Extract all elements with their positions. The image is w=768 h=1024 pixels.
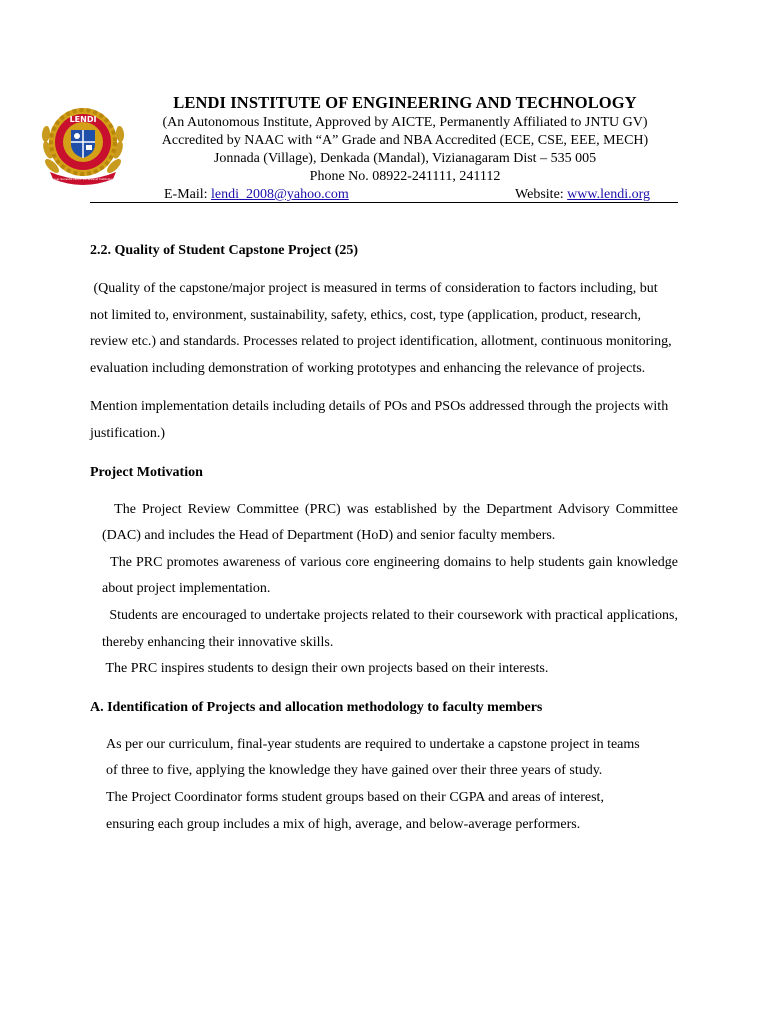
identification-para-2: The Project Coordinator forms student groups based on their CGPA and areas of interest, ensuring each group includes a mix of high, average, and below-average performers. xyxy=(106,789,604,832)
section-title: 2.2. Quality of Student Capstone Project (25) xyxy=(90,243,359,258)
intro-paragraph: (Quality of the capstone/major project is measured in terms of consideration to factors including, but not limited to, environment, sustainability, safety, ethics, cost, type (application, product, research, review etc.) and standards. Processes related to project identification, allotment, continuous monitoring, evaluation including demonstration of working prototypes and enhancing the relevance of projects. xyxy=(90,281,676,376)
logo-text: LENDI xyxy=(69,115,97,124)
website-label: Website: xyxy=(515,187,568,202)
email-link[interactable]: lendi_2008@yahoo.com xyxy=(211,187,349,202)
motivation-para-2: The PRC promotes awareness of various core engineering domains to help students gain knowledge about project implementation. xyxy=(102,554,682,597)
email-label: E-Mail: xyxy=(164,187,212,202)
institute-name: LENDI INSTITUTE OF ENGINEERING AND TECHNOLOGY xyxy=(173,93,637,112)
address-line: Jonnada (Village), Denkada (Mandal), Vizianagaram Dist – 535 005 xyxy=(213,151,597,166)
identification-para-1: As per our curriculum, final-year students are required to undertake a capstone project in teams of three to five, applying the knowledge they have gained over their three years of study. xyxy=(106,736,640,779)
motivation-block xyxy=(90,497,682,683)
mention-paragraph: Mention implementation details including details of POs and PSOs addressed through the projects with justification.) xyxy=(90,399,669,441)
website-link[interactable]: www.lendi.org xyxy=(567,187,650,202)
identification-block xyxy=(90,732,678,838)
identification-title: A. Identification of Projects and allocation methodology to faculty members xyxy=(90,699,543,715)
logo-ribbon-text: Group Sureshk Lendi Vocational Institutions xyxy=(50,177,116,181)
header-divider xyxy=(90,202,678,203)
institute-logo xyxy=(40,100,126,186)
letterhead xyxy=(140,92,670,204)
phone-line: Phone No. 08922-241111, 241112 xyxy=(309,169,501,184)
document-body xyxy=(90,240,682,838)
motivation-para-4: The PRC inspires students to design their own projects based on their interests. xyxy=(102,661,549,677)
motivation-para-1: The Project Review Committee (PRC) was established by the Department Advisory Committee (DAC) and includes the Head of Department (HoD) and senior faculty members. xyxy=(102,501,682,544)
institute-subtitle: (An Autonomous Institute, Approved by AICTE, Permanently Affiliated to JNTU GV) xyxy=(162,115,648,130)
accreditation-line: Accredited by NAAC with “A” Grade and NBA Accredited (ECE, CSE, EEE, MECH) xyxy=(161,133,649,148)
motivation-para-3: Students are encouraged to undertake projects related to their coursework with practical applications, thereby enhancing their innovative skills. xyxy=(102,607,682,650)
motivation-title: Project Motivation xyxy=(90,464,203,480)
